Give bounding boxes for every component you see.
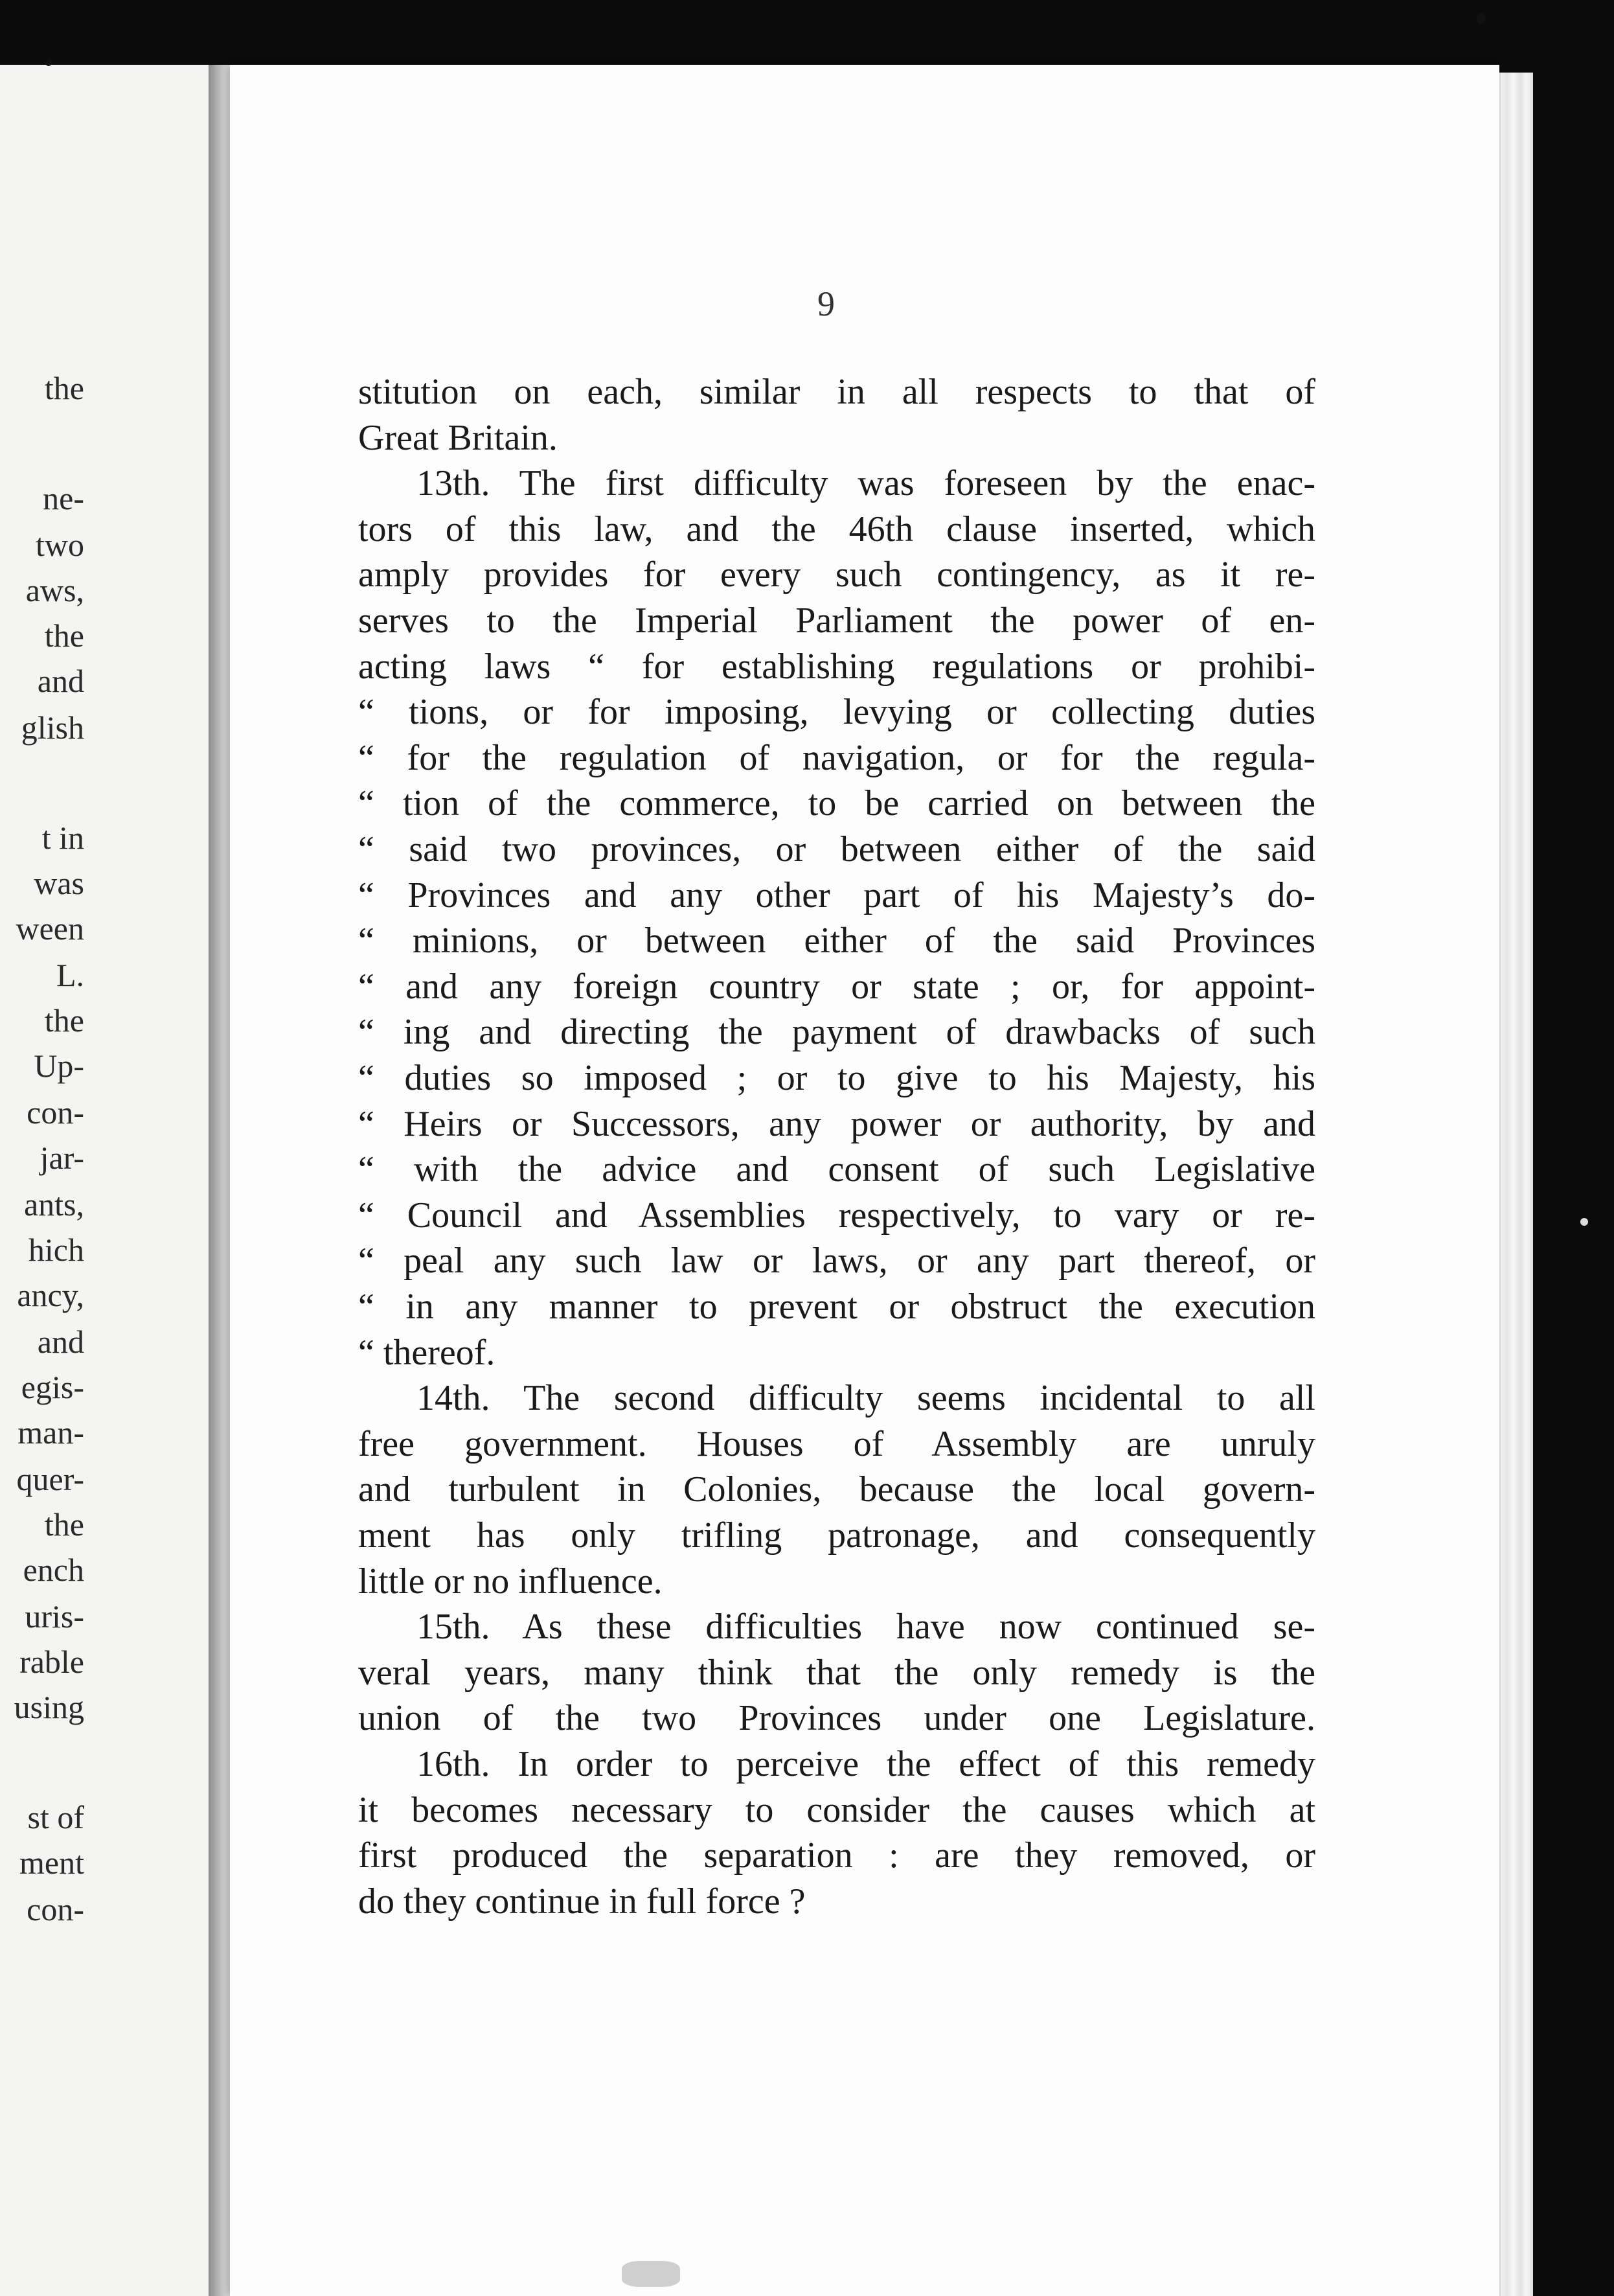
left-page-fragment: ment xyxy=(19,1844,84,1881)
left-page-fragment: two xyxy=(36,527,84,563)
left-page-fragment: con- xyxy=(27,1891,84,1927)
text-line: union of the two Provinces under one Legislature. xyxy=(358,1698,1315,1739)
left-page-fragment: aws, xyxy=(25,572,84,608)
text-line: tors of this law, and the 46th clause inserted, which xyxy=(358,509,1315,549)
left-page-fragment: st of xyxy=(27,1799,84,1835)
text-line: acting laws “ for establishing regulations or prohibi- xyxy=(358,646,1315,687)
left-page-fragment: glish xyxy=(21,709,84,746)
text-line: little or no influence. xyxy=(358,1561,663,1601)
text-line: “ Council and Assemblies respectively, to vary or re- xyxy=(358,1195,1315,1235)
left-page-fragment: using xyxy=(14,1689,84,1725)
left-page-fragment: L. xyxy=(56,957,84,993)
left-page-fragment: con- xyxy=(27,1094,84,1131)
text-line: veral years, many think that the only remedy is the xyxy=(358,1652,1315,1693)
text-line: it becomes necessary to consider the causes which at xyxy=(358,1789,1315,1830)
left-page-fragment: Up- xyxy=(34,1048,84,1084)
text-line: “ tion of the commerce, to be carried on between the xyxy=(358,783,1315,824)
text-line: “ duties so imposed ; or to give to his Majesty, his xyxy=(358,1058,1315,1098)
left-page-fragment: jar- xyxy=(40,1140,84,1176)
left-page xyxy=(0,65,212,2296)
left-page-fragment: egis- xyxy=(21,1369,84,1405)
left-page-fragment: ween xyxy=(16,910,84,947)
left-page-fragment: the xyxy=(44,370,84,406)
left-page-fragment: ancy, xyxy=(17,1277,84,1313)
text-line: Great Britain. xyxy=(358,417,558,458)
left-page-fragment: the xyxy=(44,617,84,654)
left-page-fragment: man- xyxy=(17,1414,84,1451)
left-page-fragment: quer- xyxy=(16,1461,84,1497)
text-line: “ for the regulation of navigation, or for the regula- xyxy=(358,737,1315,778)
text-line: 16th. In order to perceive the effect of this remedy xyxy=(416,1744,1315,1784)
text-line: “ and any foreign country or state ; or, for appoint- xyxy=(358,966,1315,1007)
left-page-fragment: ench xyxy=(23,1552,84,1588)
text-line: “ thereof. xyxy=(358,1332,495,1373)
text-line: amply provides for every such contingency, as it re- xyxy=(358,555,1315,595)
text-line: 13th. The first difficulty was foreseen by the enac- xyxy=(416,463,1315,504)
left-page-fragment: and xyxy=(37,1324,84,1360)
left-page-fragment: the xyxy=(44,1002,84,1039)
text-line: “ Heirs or Successors, any power or authority, by and xyxy=(358,1103,1315,1144)
text-line: “ Provinces and any other part of his Majesty’s do- xyxy=(358,875,1315,915)
text-line: “ said two provinces, or between either of the said xyxy=(358,829,1315,869)
left-page-fragment: rable xyxy=(19,1644,84,1680)
left-page-fragment: ne- xyxy=(43,480,84,516)
text-line: “ with the advice and consent of such Legislative xyxy=(358,1149,1315,1190)
text-line: serves to the Imperial Parliament the power of en- xyxy=(358,601,1315,641)
scan-speck xyxy=(622,2261,680,2287)
text-line: stitution on each, similar in all respects to that of xyxy=(358,372,1315,412)
left-page-fragment: hich xyxy=(28,1232,84,1268)
text-line: 14th. The second difficulty seems incidental to all xyxy=(416,1378,1315,1419)
page-number: 9 xyxy=(817,284,835,323)
text-line: “ ing and directing the payment of drawbacks of such xyxy=(358,1012,1315,1053)
left-page-fragment: was xyxy=(34,865,84,901)
text-line: free government. Houses of Assembly are unruly xyxy=(358,1423,1315,1464)
left-page-fragment: and xyxy=(37,663,84,699)
text-line: “ minions, or between either of the said Provinces xyxy=(358,921,1315,961)
text-line: first produced the separation : are they removed, or xyxy=(358,1835,1315,1876)
left-page-fragment: uris- xyxy=(25,1598,84,1635)
page-edge xyxy=(1499,73,1533,2296)
text-line: “ peal any such law or laws, or any part thereof, or xyxy=(358,1241,1315,1281)
text-line: ment has only trifling patronage, and consequently xyxy=(358,1515,1315,1556)
scan-speck xyxy=(1580,1218,1588,1226)
text-line: and turbulent in Colonies, because the local govern- xyxy=(358,1469,1315,1510)
text-line: 15th. As these difficulties have now continued se- xyxy=(416,1607,1315,1647)
left-page-fragment: the xyxy=(44,1506,84,1543)
scan-speck xyxy=(45,60,52,66)
left-page-fragment: ants, xyxy=(23,1186,84,1223)
scan-speck xyxy=(1477,13,1486,25)
text-line: do they continue in full force ? xyxy=(358,1881,806,1922)
text-line: “ tions, or for imposing, levying or collecting duties xyxy=(358,692,1315,733)
text-line: “ in any manner to prevent or obstruct the execution xyxy=(358,1287,1315,1327)
left-page-fragment: t in xyxy=(41,820,84,856)
